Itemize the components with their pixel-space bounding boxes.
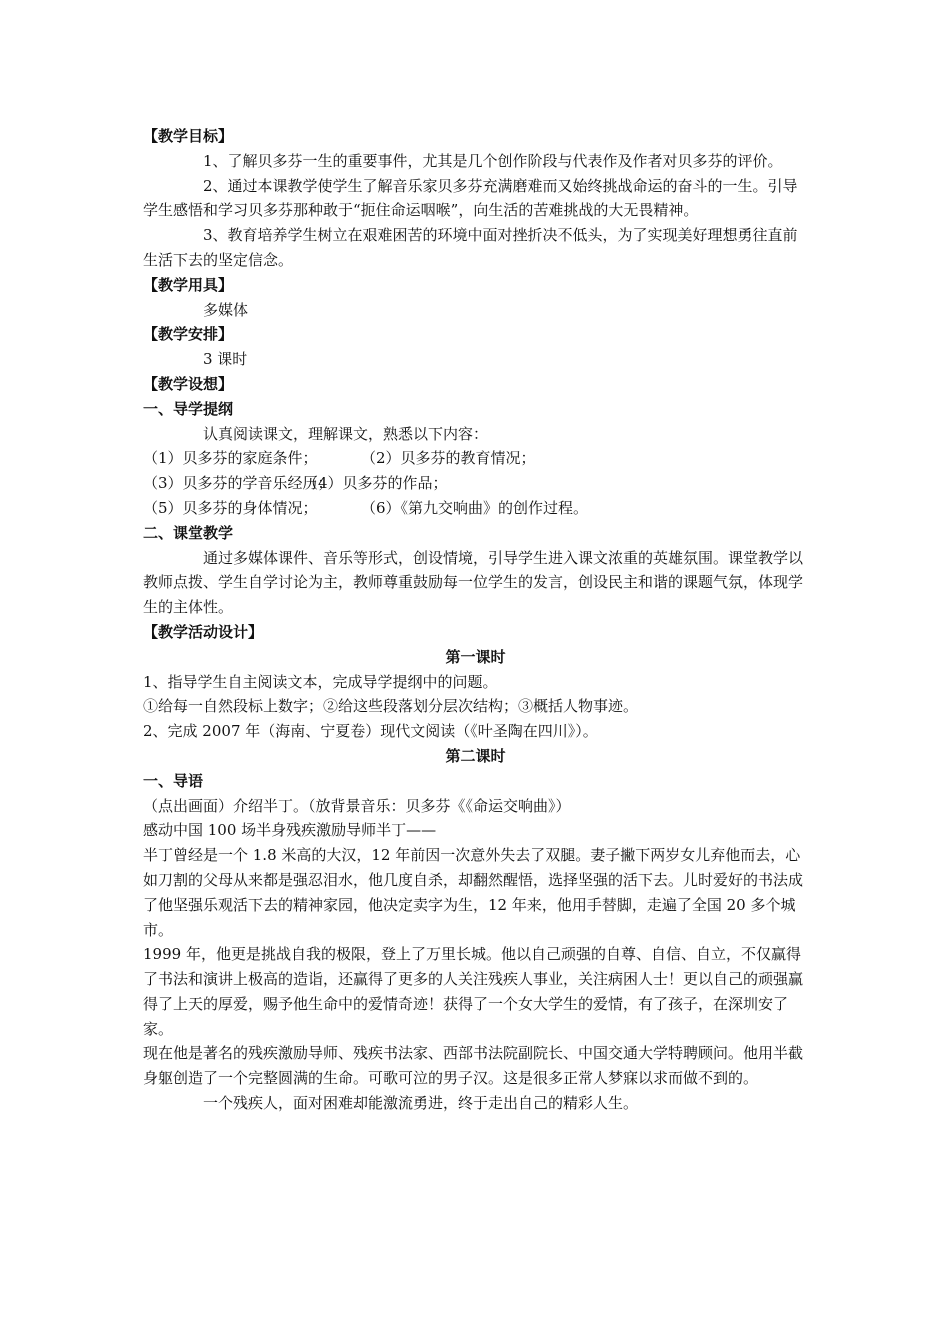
class-text: 通过多媒体课件、音乐等形式，创设情境，引导学生进入课文浓重的英雄氛围。课堂教学以教师点拨、学生自学讨论为主，教师尊重鼓励每一位学生的发言，创设民主和谐的课题气氛，体现学生的主体性。 <box>143 548 804 617</box>
goal-1: 1、了解贝多芬一生的重要事件，尤其是几个创作阶段与代表作及作者对贝多芬的评价。 <box>203 151 783 170</box>
outline-row-3 <box>143 496 808 521</box>
lesson-2-title: 第二课时 <box>445 746 506 765</box>
outline-item-2: （2）贝多芬的教育情况； <box>361 449 536 468</box>
intro-line-2: 感动中国 100 场半身残疾激励导师半丁—— <box>143 821 437 840</box>
goal-3: 3、教育培养学生树立在艰难困苦的环境中面对挫折决不低头，为了实现美好理想勇往直前生活下去的坚定信念。 <box>143 226 798 269</box>
tools-text: 多媒体 <box>203 300 249 319</box>
intro-line-1: （点出画面）介绍半丁。（放背景音乐：贝多芬《《命运交响曲》） <box>143 796 571 815</box>
goals-heading: 【教学目标】 <box>143 127 234 145</box>
outline-item-5: （5）贝多芬的身体情况； <box>143 498 318 517</box>
outline-item-3: （3）贝多芬的学音乐经历； <box>143 474 333 493</box>
schedule-text: 3 课时 <box>203 350 248 369</box>
tools-heading: 【教学用具】 <box>143 275 234 294</box>
lesson-1-title: 第一课时 <box>445 647 506 666</box>
schedule-heading: 【教学安排】 <box>143 325 234 344</box>
activity-heading: 【教学活动设计】 <box>143 622 264 641</box>
paragraph-3: 现在他是著名的残疾激励导师、残疾书法家、西部书法院副院长、中国交通大学特聘顾问。他用半截身躯创造了一个完整圆满的生命。可歌可泣的男子汉。这是很多正常人梦寐以求而做不到的。 <box>143 1044 804 1088</box>
paragraph-1: 半丁曾经是一个 1.8 米高的大汉，12 年前因一次意外失去了双腿。妻子撇下两岁女儿弃他而去，心如刀割的父母从来都是强忍泪水，他几度自杀，却翻然醒悟，选择坚强的活下去。儿时爱好的书法成了他坚强乐观活下去的精神家园，他决定卖字为生，12 年来，他用手替脚，走遍了全国 20 多个城市。 <box>143 846 804 939</box>
outline-intro: 认真阅读课文，理解课文，熟悉以下内容： <box>203 424 489 443</box>
outline-item-4: （4）贝多芬的作品； <box>303 474 448 493</box>
outline-item-1: （1）贝多芬的家庭条件； <box>143 449 318 468</box>
ideas-heading: 【教学设想】 <box>143 374 234 393</box>
lesson-1-step-2: 2、完成 2007 年（海南、宁夏卷）现代文阅读（《叶圣陶在四川》）。 <box>143 722 598 741</box>
document-body <box>143 124 808 1116</box>
lesson-1-step-1-detail: ①给每一自然段标上数字；②给这些段落划分层次结构；③概括人物事迹。 <box>143 697 639 716</box>
outline-row-2 <box>143 471 808 496</box>
intro-heading: 一、导语 <box>143 771 204 790</box>
outline-item-6: （6）《第九交响曲》的创作过程。 <box>361 498 589 517</box>
paragraph-2: 1999 年，他更是挑战自我的极限，登上了万里长城。他以自己顽强的自尊、自信、自立，不仅赢得了书法和演讲上极高的造诣，还赢得了更多的人关注残疾人事业，关注病困人士！更以自己的顽强赢得了上天的厚爱，赐予他生命中的爱情奇迹！获得了一个女大学生的爱情，有了孩子，在深圳安了家。 <box>143 945 804 1038</box>
paragraph-4: 一个残疾人，面对困难却能激流勇进，终于走出自己的精彩人生。 <box>203 1094 639 1113</box>
goal-2: 2、通过本课教学使学生了解音乐家贝多芬充满磨难而又始终挑战命运的奋斗的一生。引导学生感悟和学习贝多芬那种敢于“扼住命运咽喉”，向生活的苦难挑战的大无畏精神。 <box>143 176 798 220</box>
class-heading: 二、课堂教学 <box>143 523 234 542</box>
lesson-1-step-1: 1、指导学生自主阅读文本，完成导学提纲中的问题。 <box>143 672 498 691</box>
outline-row-1 <box>143 446 808 471</box>
outline-heading: 一、导学提纲 <box>143 399 234 418</box>
